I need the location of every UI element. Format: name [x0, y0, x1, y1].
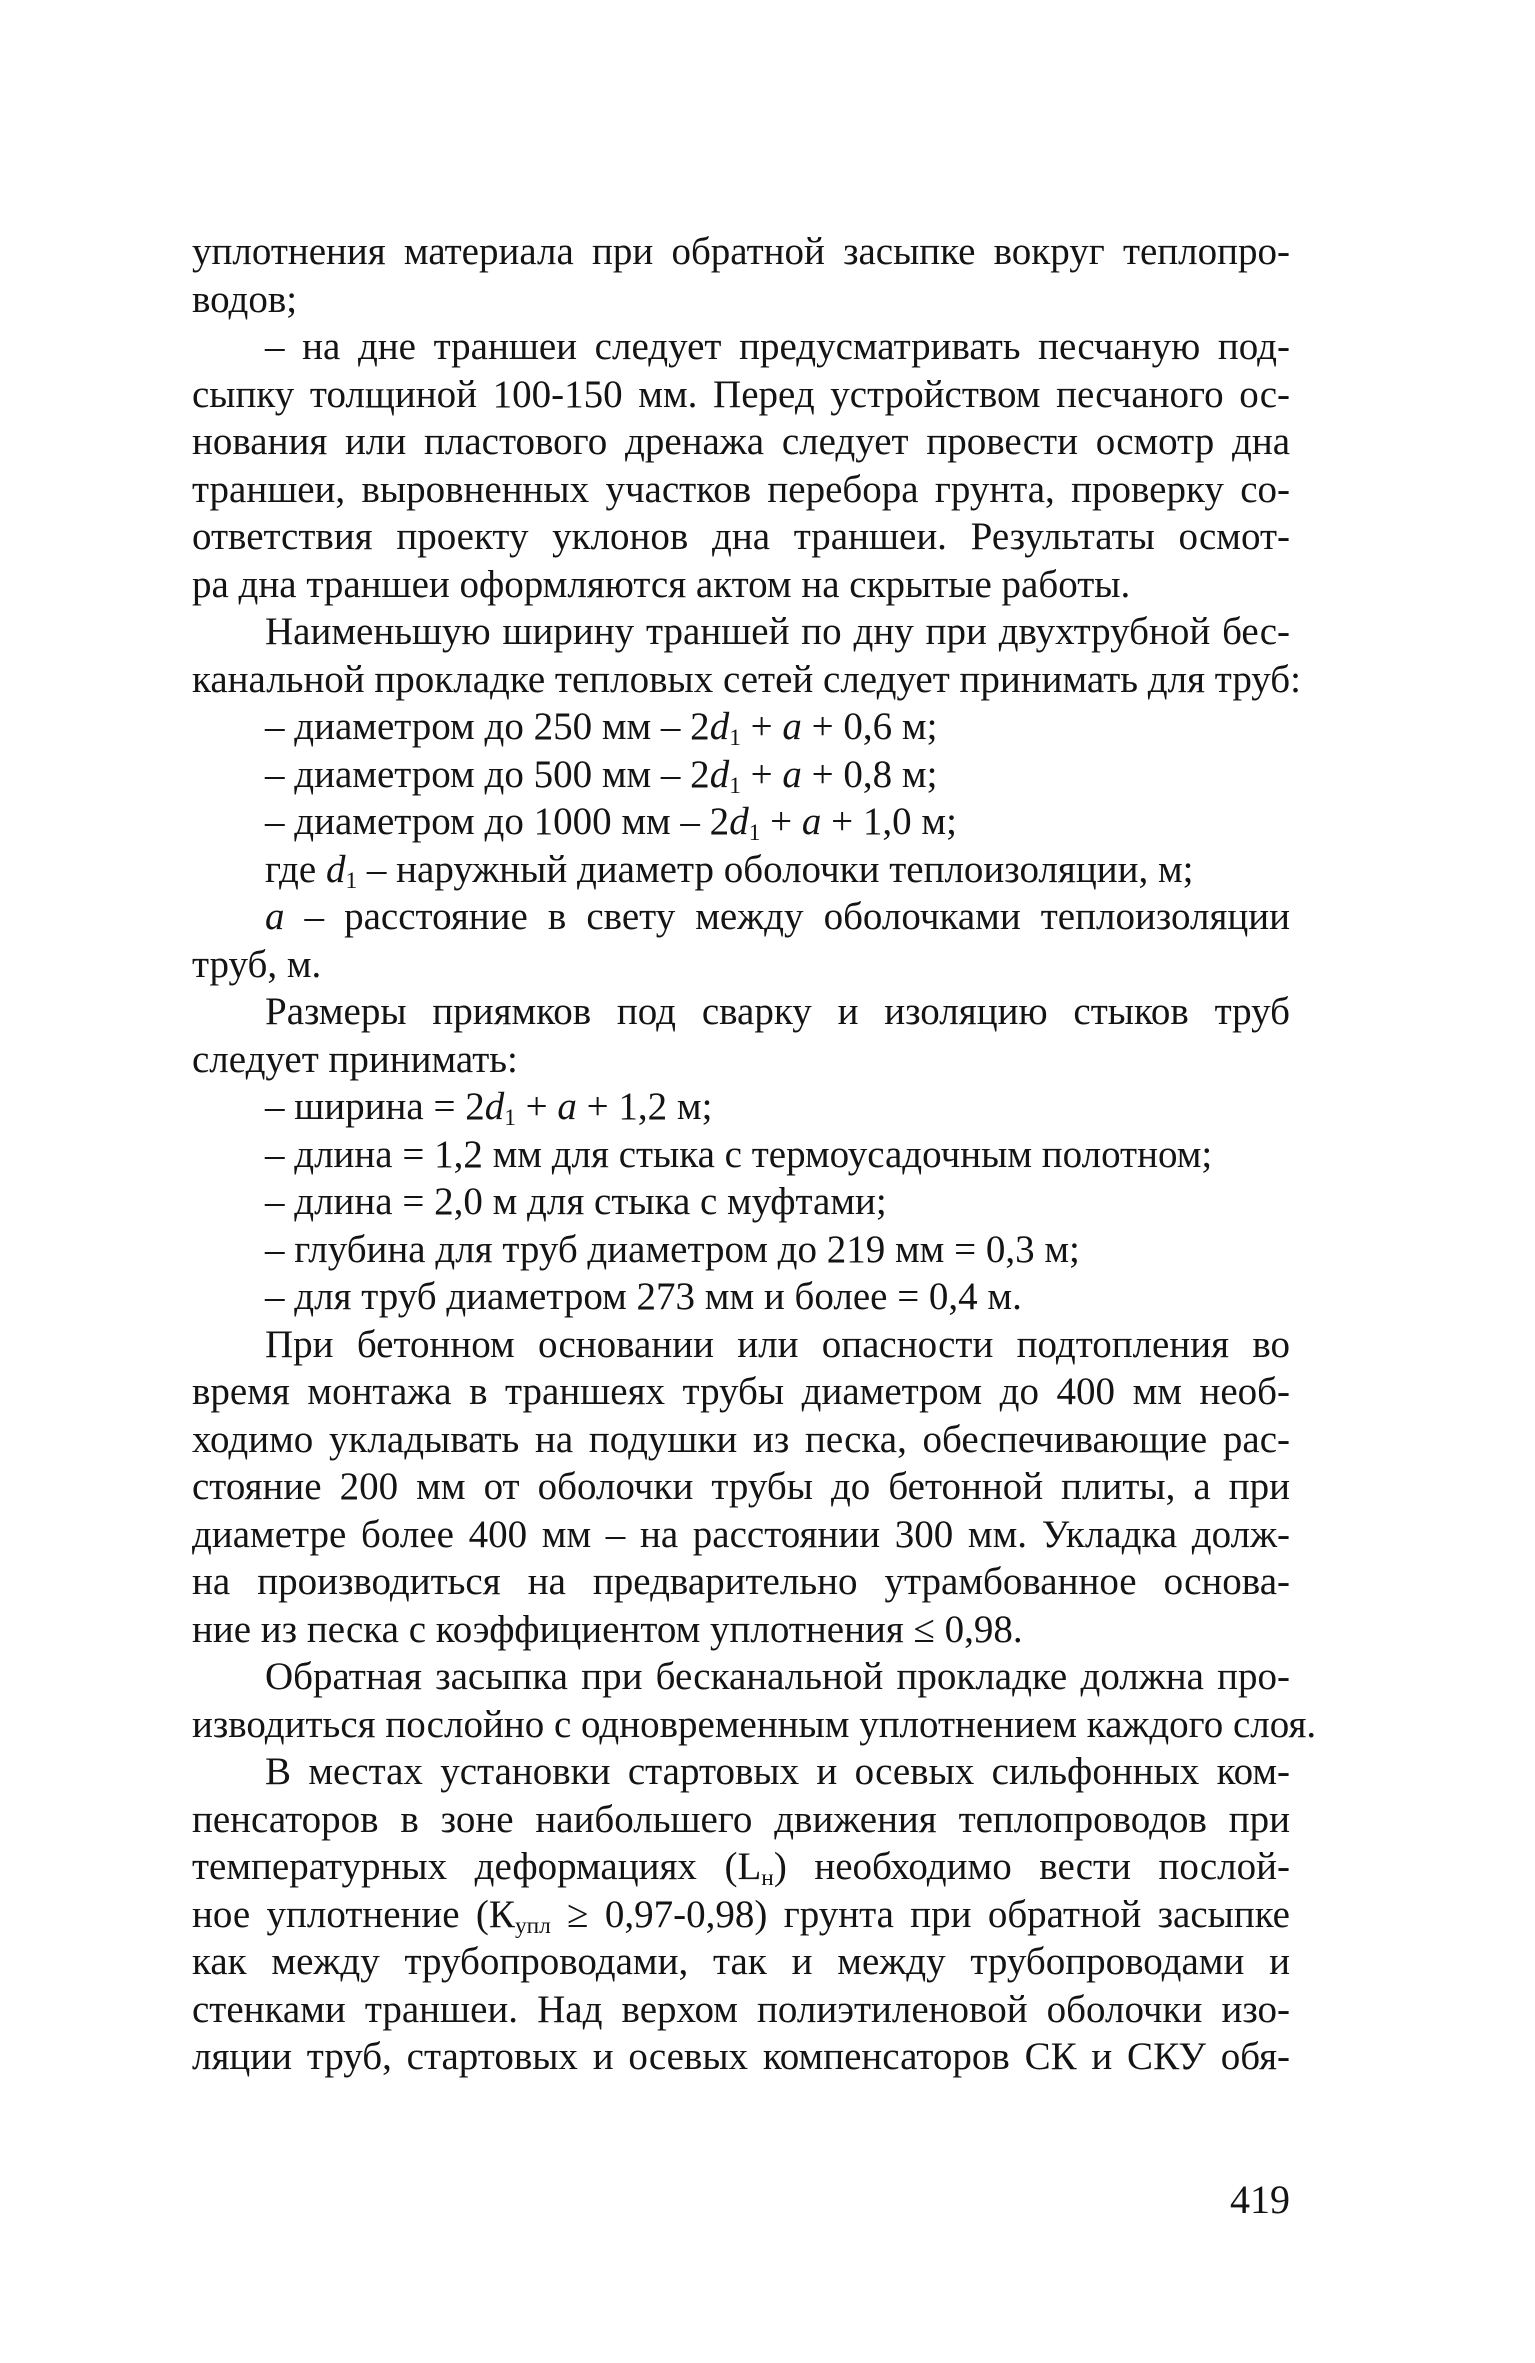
text-line: стенками траншеи. Над верхом полиэтиленовой оболочки изо-: [192, 1987, 1290, 2031]
list-item: – глубина для труб диаметром до 219 мм = 0,3 м;: [265, 1227, 1080, 1271]
list-item: – для труб диаметром 273 мм и более = 0,4 м.: [265, 1275, 1022, 1318]
text-line: диаметре более 400 мм – на расстоянии 300 мм. Укладка долж-: [192, 1512, 1290, 1556]
text-line: на производиться на предварительно утрамбованное основа-: [192, 1560, 1290, 1603]
text-line: изводиться послойно с одновременным уплотнением каждого слоя.: [192, 1702, 1317, 1746]
pit-width-formula: – ширина = $2d_1 + a + 1,2$ м;: [265, 1085, 713, 1131]
list-item: – длина = 2,0 м для стыка с муфтами;: [265, 1180, 887, 1223]
text-line: траншеи, выровненных участков перебора грунта, проверку со-: [192, 467, 1290, 511]
text-line: температурных деформациях $(L_н)$ необходимо вести послой-: [192, 1845, 1290, 1891]
text-line: канальной прокладке тепловых сетей следует принимать для труб:: [192, 657, 1301, 701]
text-line: Обратная засыпка при бесканальной прокладке должна про-: [265, 1655, 1290, 1698]
text-line: как между трубопроводами, так и между трубопроводами и: [192, 1940, 1290, 1983]
text-line: ходимо укладывать на подушки из песка, обеспечивающие рас-: [192, 1417, 1290, 1461]
text-line: Размеры приямков под сварку и изоляцию стыков труб: [265, 990, 1290, 1033]
text-line: – на дне траншеи следует предусматривать песчаную под-: [265, 325, 1290, 368]
page-body: [192, 228, 1317, 2081]
text-line: водов;: [192, 277, 298, 321]
text-line: уплотнения материала при обратной засыпке вокруг теплопро-: [192, 230, 1290, 273]
text-line: ответствия проекту уклонов дна траншеи. Результаты осмот-: [192, 515, 1290, 558]
text-line: Наименьшую ширину траншей по дну при двухтрубной бес-: [265, 610, 1290, 653]
text-line: сыпку толщиной 100-150 мм. Перед устройством песчаного ос-: [192, 372, 1290, 416]
diameter-formula: – диаметром до 500 мм – $2d_1 + a + 0,8$ м;: [265, 752, 938, 799]
diameter-formula: – диаметром до 1000 мм – $2d_1 + a + 1,0$ м;: [265, 800, 957, 846]
list-item: – длина = 1,2 мм для стыка с термоусадочным полотном;: [265, 1132, 1213, 1176]
text-line: При бетонном основании или опасности подтопления во: [265, 1322, 1290, 1366]
text-line: время монтажа в траншеях трубы диаметром до 400 мм необ-: [192, 1370, 1290, 1413]
text-line: пенсаторов в зоне наибольшего движения теплопроводов при: [192, 1797, 1290, 1841]
text-line: труб, м.: [192, 942, 322, 986]
variable-definition: где $d_1$ – наружный диаметр оболочки теплоизоляции, м;: [265, 847, 1194, 894]
text-line: ние из песка с коэффициентом уплотнения ≤ 0,98.: [192, 1607, 1023, 1651]
text-line: ное уплотнение $(К_{упл} \ge 0,97-0,98)$ грунта при обратной засыпке: [192, 1892, 1290, 1939]
text-line: В местах установки стартовых и осевых сильфонных ком-: [265, 1750, 1290, 1793]
variable-definition: a – расстояние в свету между оболочками теплоизоляции: [265, 895, 1290, 938]
text-line: ра дна траншеи оформляются актом на скрытые работы.: [192, 562, 1131, 606]
page-number: 419: [1230, 2177, 1290, 2222]
text-line: следует принимать:: [192, 1037, 518, 1081]
diameter-formula: – диаметром до 250 мм – $2d_1 + a + 0,6$ м;: [265, 705, 938, 751]
text-line: ляции труб, стартовых и осевых компенсаторов СК и СКУ обя-: [192, 2035, 1290, 2078]
text-line: стояние 200 мм от оболочки трубы до бетонной плиты, а при: [192, 1465, 1290, 1508]
text-line: нования или пластового дренажа следует провести осмотр дна: [192, 420, 1290, 463]
